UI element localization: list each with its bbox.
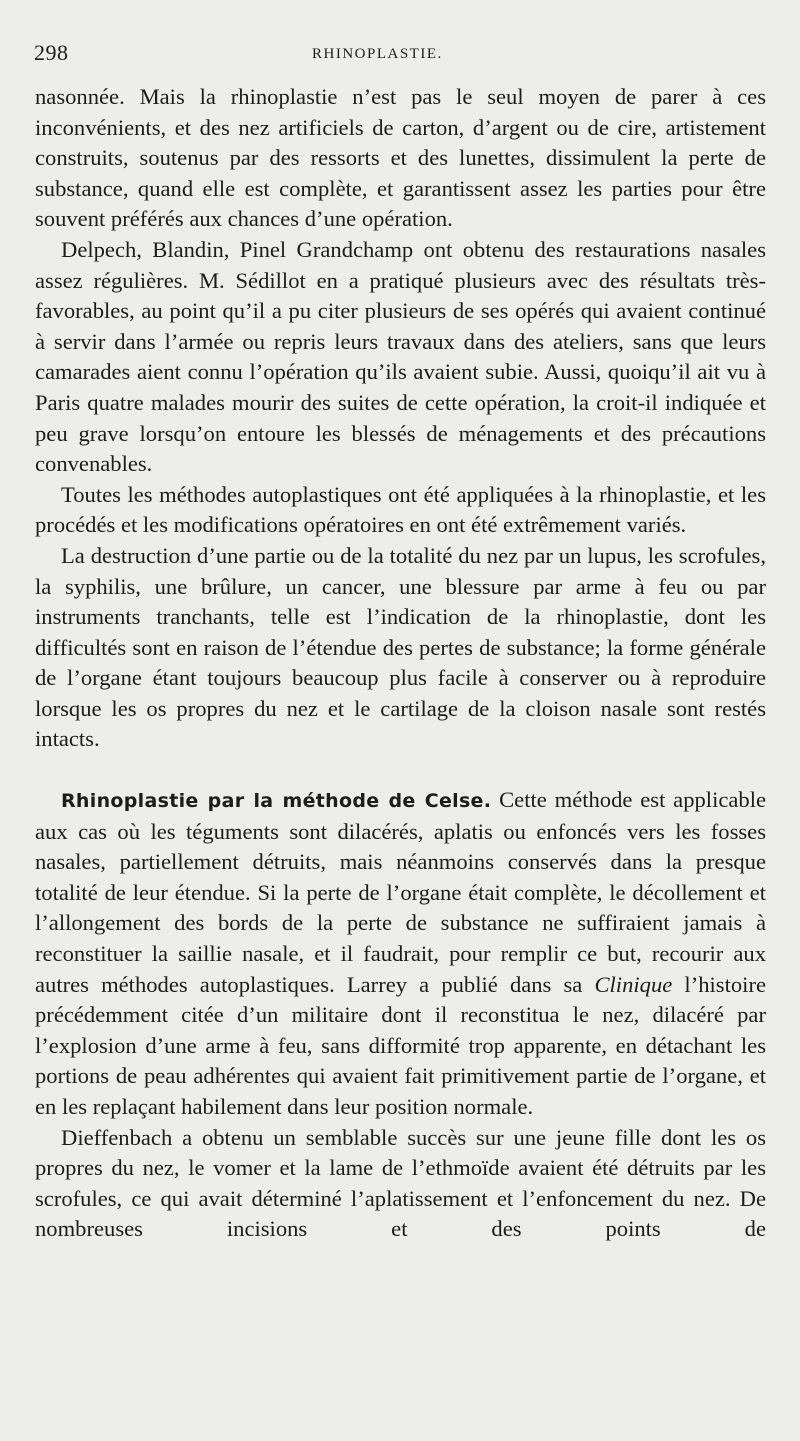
body-text: [35, 82, 766, 1245]
paragraph-celse-text-a: Cette méthode est applicable aux cas où les téguments sont dilacérés, aplatis ou enfoncés vers les fosses nasales, partiellement détruits, mais néanmoins conservés dans la presque totalité de leur étendue. Si la perte de l’organe était complète, le décollement et l’allongement des bords de la perte de substance ne suffiraient jamais à reconstituer la saillie nasale, et il faudrait, pour remplir ce but, recourir aux autres méthodes autoplastiques. Larrey a publié dans sa: [35, 787, 767, 997]
section-heading: Rhinoplastie par la méthode de Celse.: [61, 790, 492, 813]
paragraph-celse-text-b: l’histoire précédemment citée d’un militaire dont il reconstitua le nez, dilacéré par l’explosion d’une arme à feu, sans difformité trop apparente, en détachant les portions de peau adhérentes qui avaient fait primitivement partie de l’organe, et en les replaçant habilement dans leur position normale.: [35, 971, 766, 1119]
paragraph-continuation: nasonnée. Mais la rhinoplastie n’est pas le seul moyen de parer à ces inconvénients, et des nez artificiels de carton, d’argent ou de cire, artistement construits, soutenus par des ressorts et des lunettes, dissimulent la perte de substance, quand elle est complète, et garantissent assez les parties pour être souvent préférés aux chances d’une opération.: [35, 84, 766, 232]
page-number: 298: [34, 40, 69, 65]
paragraph-methode-de-celse: [35, 785, 766, 1123]
italic-clinique: Clinique: [594, 971, 673, 997]
paragraph-delpech: Delpech, Blandin, Pinel Grandchamp ont obtenu des restaurations nasales assez régulières. M. Sédillot en a pratiqué plusieurs avec des résultats très-favorables, au point qu’il a pu citer plusieurs de ses opérés qui avaient continué à servir dans l’armée ou repris leurs travaux dans des ateliers, sans que leurs camarades aient connu l’opération qu’ils avaient subie. Aussi, quoiqu’il ait vu à Paris quatre malades mourir des suites de cette opération, la croit-il indiquée et peu grave lorsqu’on entoure les blessés de ménagements et des précautions convenables.: [35, 236, 766, 477]
paragraph-dieffenbach: Dieffenbach a obtenu un semblable succès sur une jeune fille dont les os propres du nez, le vomer et la lame de l’ethmoïde avaient été détruits par les scrofules, ce qui avait déterminé l’aplatissement et l’enfoncement du nez. De nombreuses incisions et des points de: [35, 1124, 766, 1242]
paragraph-methodes-autoplastiques: Toutes les méthodes autoplastiques ont été appliquées à la rhinoplastie, et les procédés et les modifications opératoires en ont été extrêmement variés.: [35, 481, 766, 538]
running-title: RHINOPLASTIE.: [312, 46, 443, 62]
paragraph-destruction-du-nez: La destruction d’une partie ou de la totalité du nez par un lupus, les scrofules, la syphilis, une brûlure, un cancer, une blessure par arme à feu ou par instruments tranchants, telle est l’indication de la rhinoplastie, dont les difficultés sont en raison de l’étendue des pertes de substance; la forme générale de l’organe étant toujours beaucoup plus facile à conserver ou à reproduire lorsque les os propres du nez et le cartilage de la cloison nasale sont restés intacts.: [35, 542, 766, 752]
page-header: [34, 40, 760, 74]
